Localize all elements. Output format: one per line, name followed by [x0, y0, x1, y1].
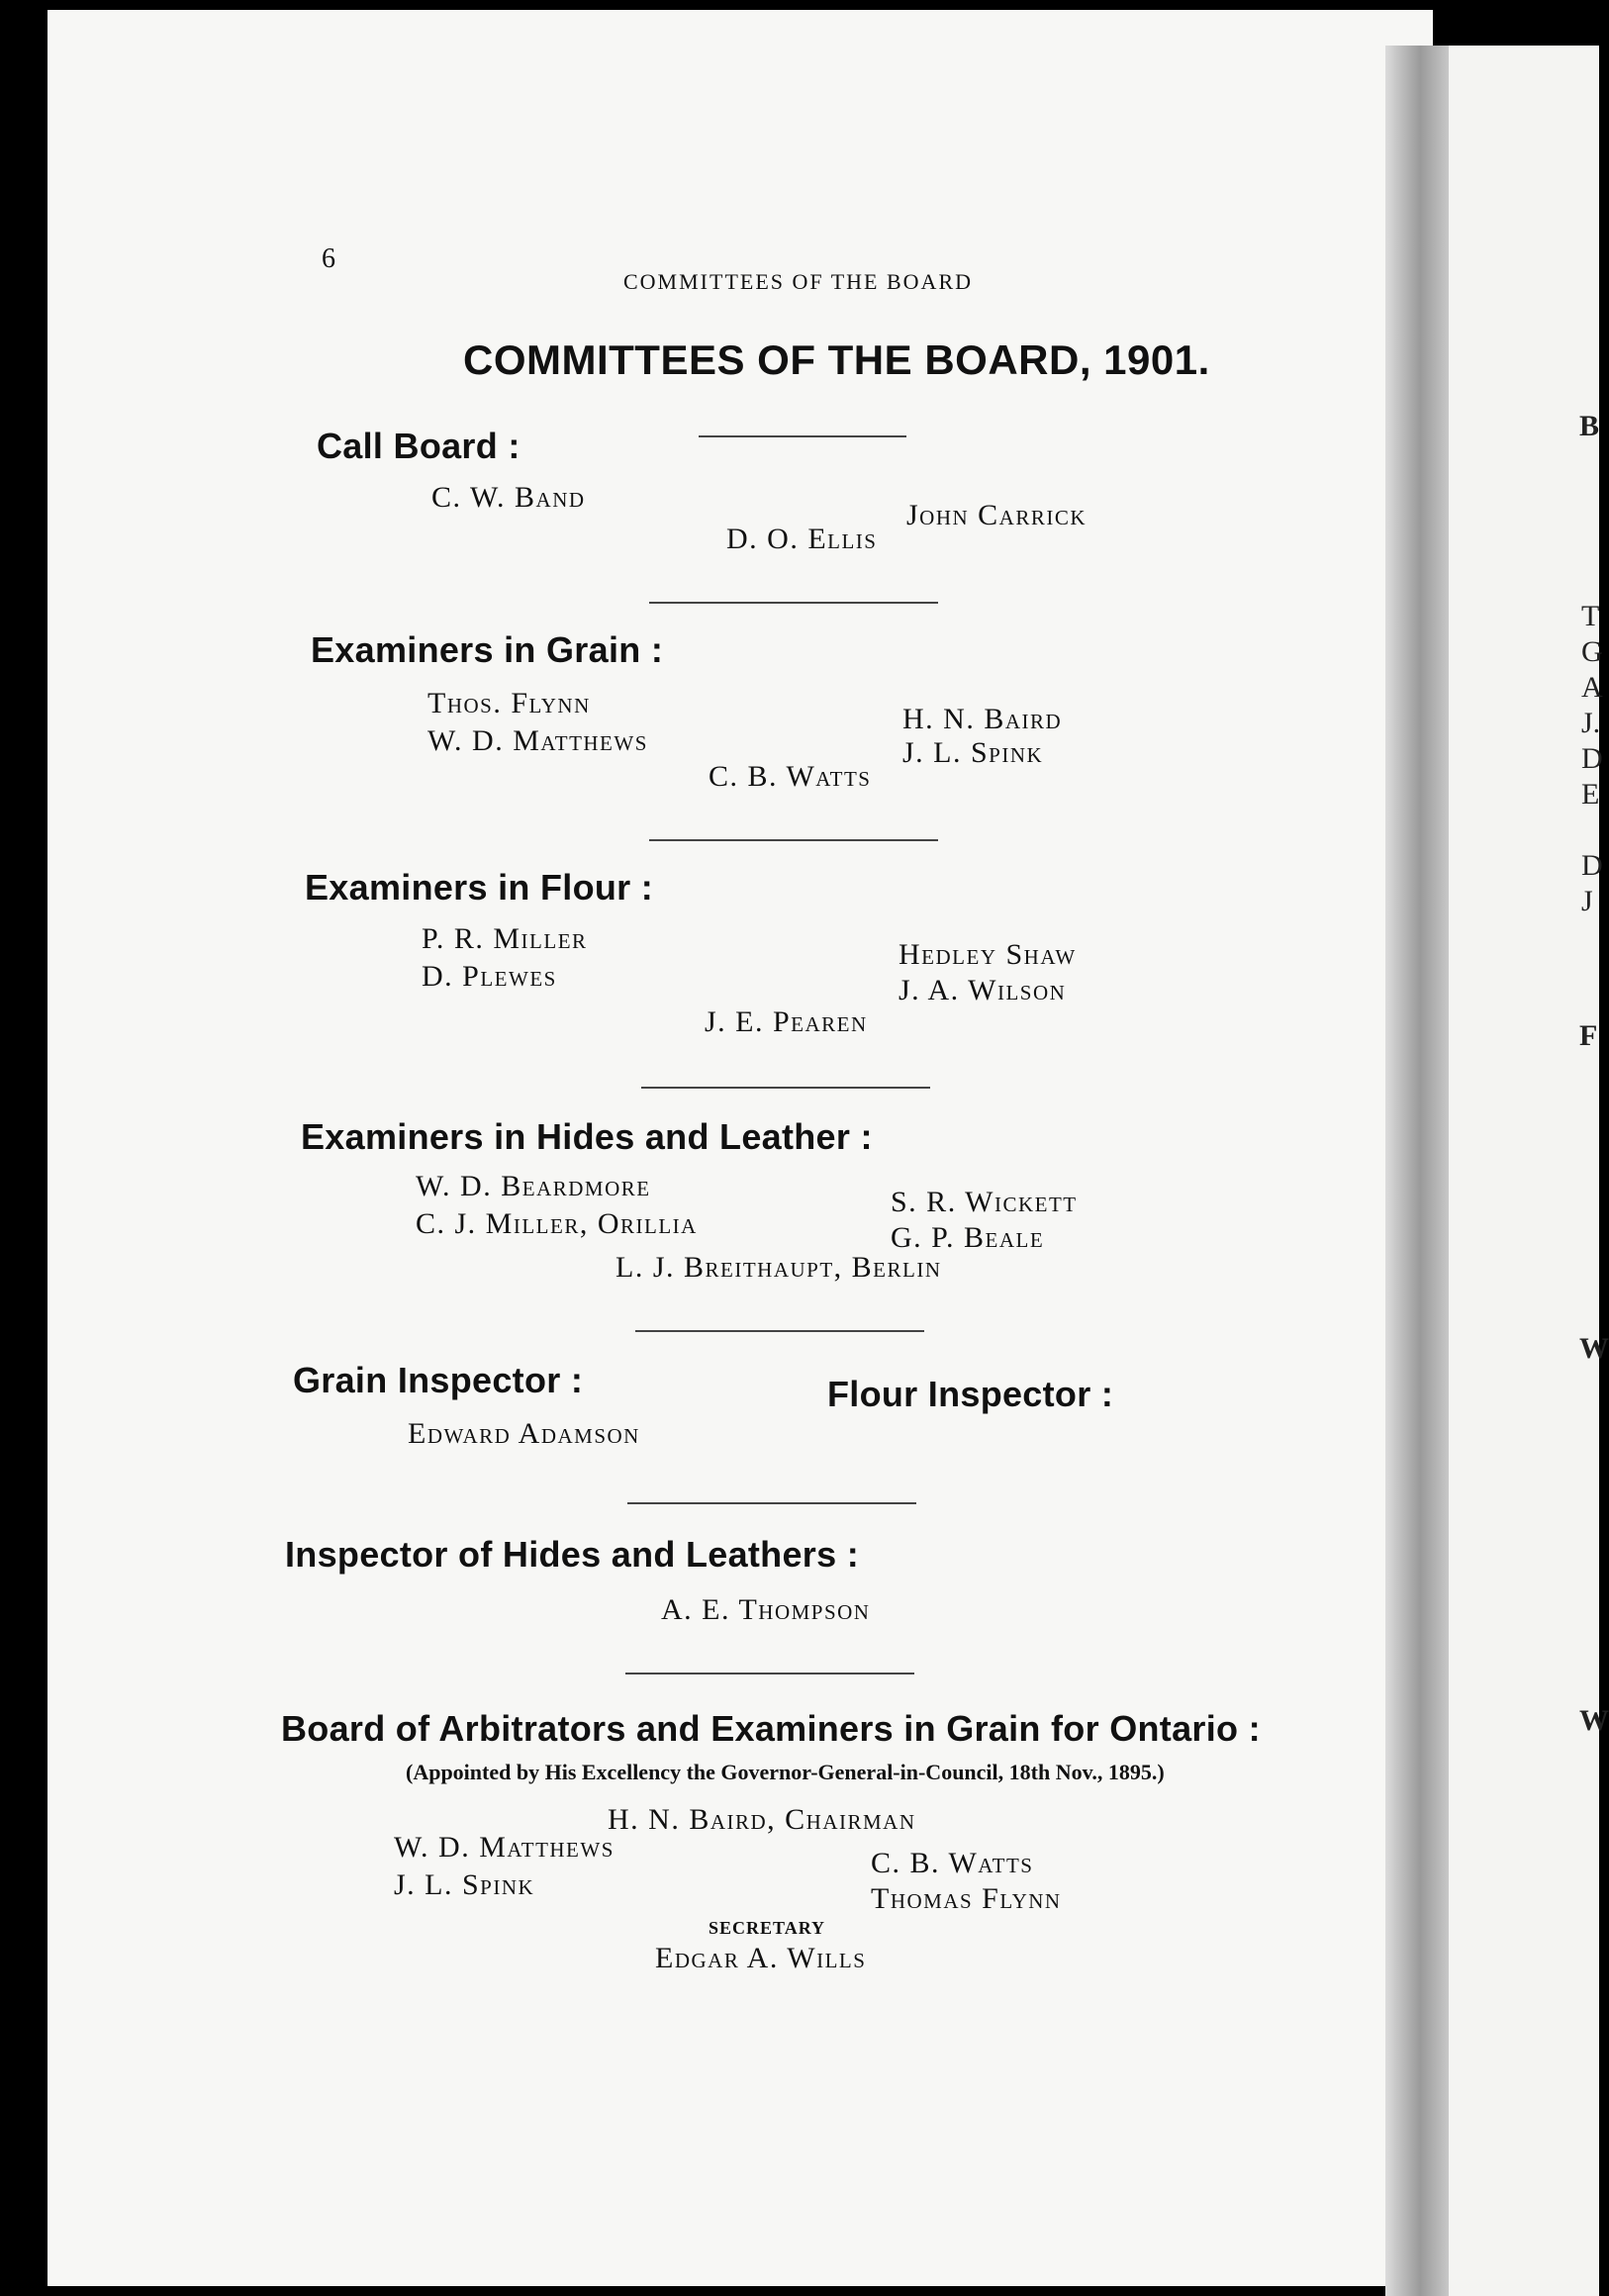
member-name: W. D. Matthews [394, 1831, 615, 1864]
member-name: J. L. Spink [394, 1868, 535, 1901]
member-name: P. R. Miller [422, 922, 588, 955]
facing-page-letter: D [1581, 849, 1603, 882]
chairman-name: H. N. Baird, Chairman [608, 1803, 916, 1836]
member-name: C. B. Watts [871, 1847, 1034, 1879]
divider [641, 1087, 930, 1089]
appointment-note: (Appointed by His Excellency the Governor-General-in-Council, 18th Nov., 1895.) [406, 1760, 1165, 1784]
divider [699, 435, 906, 437]
member-name: G. P. Beale [891, 1221, 1045, 1254]
facing-page-letter: T [1581, 600, 1600, 632]
facing-page-letter: E [1581, 778, 1600, 811]
member-name: Thomas Flynn [871, 1882, 1062, 1915]
secretary-label: SECRETARY [709, 1918, 826, 1938]
member-name: D. O. Ellis [726, 523, 878, 555]
facing-page-letter: J [1581, 885, 1593, 917]
divider [625, 1673, 914, 1674]
section-heading-grain-inspector: Grain Inspector : [293, 1360, 584, 1400]
member-name: Thos. Flynn [427, 687, 591, 719]
section-heading-flour-inspector: Flour Inspector : [827, 1374, 1114, 1414]
member-name: C. B. Watts [709, 760, 872, 793]
member-name: S. R. Wickett [891, 1186, 1078, 1218]
section-heading-hides-inspector: Inspector of Hides and Leathers : [285, 1534, 860, 1575]
secretary-name: Edgar A. Wills [655, 1942, 867, 1974]
facing-page-letter: D [1581, 742, 1603, 775]
section-heading-arbitrators: Board of Arbitrators and Examiners in Grain for Ontario : [281, 1708, 1261, 1749]
member-name: C. W. Band [431, 481, 586, 514]
member-name: C. J. Miller, Orillia [416, 1207, 698, 1240]
facing-page-letter: W [1579, 1332, 1609, 1365]
divider [649, 839, 938, 841]
member-name: J. E. Pearen [705, 1005, 868, 1038]
page-title: COMMITTEES OF THE BOARD, 1901. [463, 336, 1210, 383]
inspector-name: Edward Adamson [408, 1417, 640, 1450]
divider [627, 1502, 916, 1504]
facing-page-letter: B [1579, 410, 1600, 442]
member-name: H. N. Baird [902, 703, 1063, 735]
inspector-name: A. E. Thompson [661, 1593, 871, 1626]
facing-page-letter: F [1579, 1019, 1598, 1052]
section-heading-hides: Examiners in Hides and Leather : [301, 1116, 873, 1157]
page-number: 6 [322, 243, 335, 274]
book-gutter [1385, 46, 1449, 2296]
member-name: D. Plewes [422, 960, 557, 993]
document-page [47, 10, 1433, 2286]
facing-page-letter: J. [1581, 707, 1601, 739]
facing-page-letter: A [1581, 671, 1603, 704]
member-name: L. J. Breithaupt, Berlin [615, 1251, 942, 1284]
member-name: J. A. Wilson [899, 974, 1067, 1006]
section-heading-flour: Examiners in Flour : [305, 867, 654, 908]
facing-page-letter: W [1579, 1704, 1609, 1737]
member-name: John Carrick [906, 499, 1088, 531]
divider [635, 1330, 924, 1332]
facing-page-letter: G [1581, 635, 1603, 668]
member-name: J. L. Spink [902, 736, 1044, 769]
section-heading-call-board: Call Board : [317, 426, 521, 466]
facing-page-edge [1449, 46, 1609, 2296]
member-name: W. D. Beardmore [416, 1170, 651, 1202]
member-name: W. D. Matthews [427, 724, 648, 757]
member-name: Hedley Shaw [899, 938, 1077, 971]
running-head: COMMITTEES OF THE BOARD [623, 269, 974, 294]
section-heading-grain: Examiners in Grain : [311, 629, 664, 670]
divider [649, 602, 938, 604]
